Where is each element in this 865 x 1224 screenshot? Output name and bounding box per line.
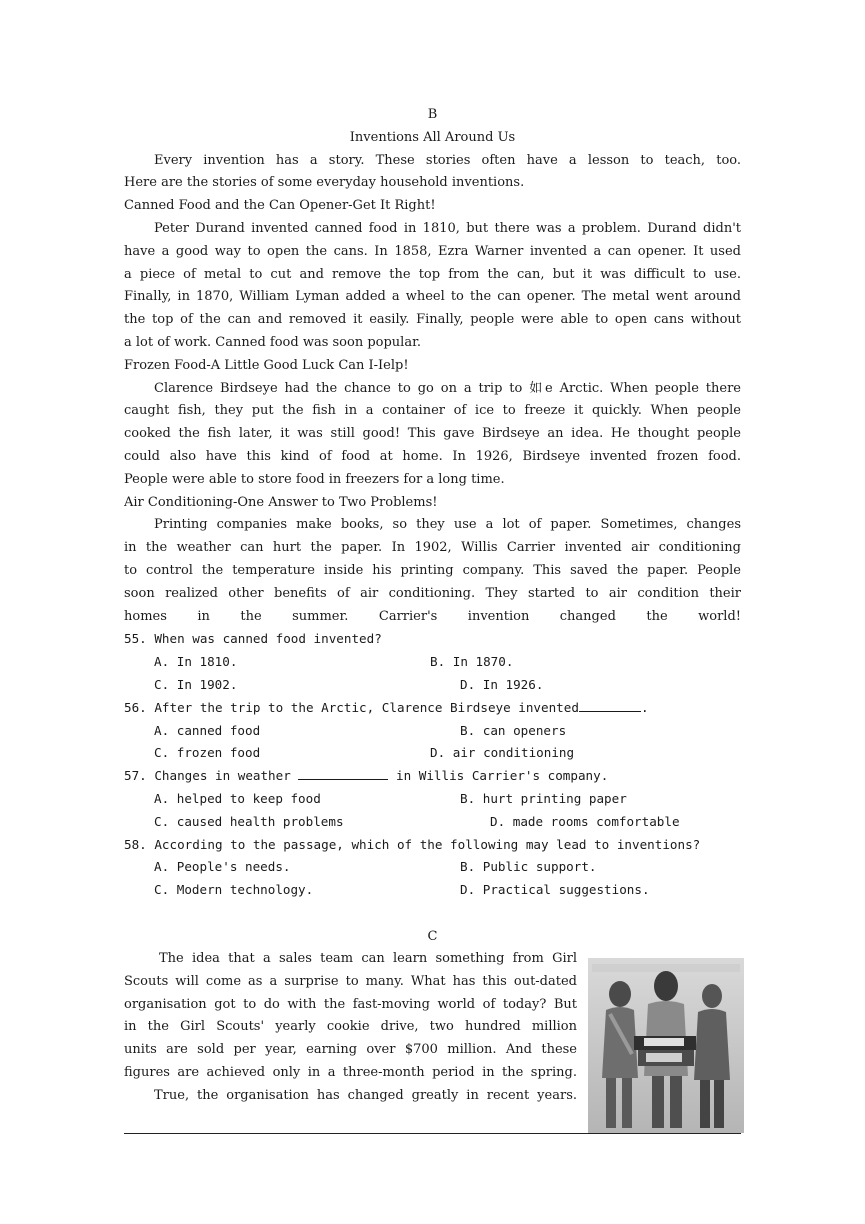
paragraph-line: have a good way to open the cans. In 1858, Ezra Warner invented a can opener. It used	[124, 243, 741, 259]
question-55-options	[124, 651, 741, 674]
option-d[interactable]: D. In 1926.	[460, 676, 544, 692]
paragraph-line: Printing companies make books, so they use a lot of paper. Sometimes, changes	[154, 517, 741, 533]
question-56-stem	[124, 697, 741, 720]
question-56-options	[124, 720, 741, 743]
question-55-options	[124, 674, 741, 697]
option-a[interactable]: A. In 1810.	[154, 654, 238, 670]
paragraph-line: True, the organisation has changed greatly in recent years.	[154, 1087, 577, 1103]
option-b[interactable]: B. can openers	[460, 722, 567, 738]
paragraph-line: Scouts will come as a surprise to many. What has this out-dated	[124, 973, 577, 989]
section-c-text	[124, 948, 577, 1108]
paragraph-line: organisation got to do with the fast-moving world of today? But	[124, 996, 577, 1012]
option-d[interactable]: D. Practical suggestions.	[460, 882, 650, 898]
option-d[interactable]: D. made rooms comfortable	[490, 813, 680, 829]
option-b[interactable]: B. Public support.	[460, 859, 597, 875]
paragraph-line: a lot of work. Canned food was soon popular.	[124, 334, 421, 350]
answer-blank[interactable]	[579, 697, 641, 712]
question-56-end: .	[640, 699, 649, 715]
option-b[interactable]: B. In 1870.	[430, 654, 514, 670]
section-c-letter: C	[427, 929, 438, 944]
paragraph-line: caught fish, they put the fish in a container of ice to freeze it quickly. When people	[124, 403, 741, 419]
option-c[interactable]: C. In 1902.	[154, 676, 238, 692]
question-57-end: in Willis Carrier's company.	[396, 768, 609, 784]
paragraph-line: People were able to store food in freezers for a long time.	[124, 471, 505, 487]
paragraph-line: the top of the can and removed it easily. Finally, people were able to open cans without	[124, 312, 741, 328]
question-57-options	[124, 788, 741, 811]
question-58-options	[124, 856, 741, 879]
paragraph-line: in the Girl Scouts' yearly cookie drive, two hundred million	[124, 1019, 577, 1035]
intro-line: Every invention has a story. These stories often have a lesson to teach, too.	[154, 152, 741, 168]
subheading-frozen-food: Frozen Food-A Little Good Luck Can I-Ielp!	[124, 357, 409, 373]
question-57-options	[124, 811, 741, 834]
subheading-air-conditioning: Air Conditioning-One Answer to Two Problems!	[124, 494, 438, 510]
option-c[interactable]: C. Modern technology.	[154, 882, 314, 898]
bottom-rule	[124, 1133, 741, 1134]
option-b[interactable]: B. hurt printing paper	[460, 790, 627, 806]
option-c[interactable]: C. frozen food	[154, 745, 261, 761]
paragraph-line: Finally, in 1870, William Lyman added a wheel to the can opener. The metal went around	[124, 289, 741, 305]
option-a[interactable]: A. helped to keep food	[154, 790, 321, 806]
section-c-heading	[124, 926, 741, 949]
paragraph-line: cooked the fish later, it was still good! This gave Birdseye an idea. He thought people	[124, 426, 741, 442]
passage-title: Inventions All Around Us	[349, 129, 516, 145]
paragraph-line: figures are achieved only in a three-month period in the spring.	[124, 1064, 577, 1080]
question-57-stem	[124, 765, 741, 788]
answer-blank[interactable]	[298, 765, 388, 780]
paragraph-line: Peter Durand invented canned food in 1810, but there was a problem. Durand didn't	[154, 220, 741, 236]
question-57-text: 57. Changes in weather	[124, 768, 291, 784]
paragraph-line: units are sold per year, earning over $700 million. And these	[124, 1042, 577, 1058]
paragraph-line: in the weather can hurt the paper. In 1902, Willis Carrier invented air conditioning	[124, 540, 741, 556]
paragraph-line: homes in the summer. Carrier's invention changed the world!	[124, 608, 741, 624]
subheading-canned-food: Canned Food and the Can Opener-Get It Right!	[124, 198, 436, 214]
girl-scouts-photo	[588, 958, 744, 1133]
question-56-text: 56. After the trip to the Arctic, Clarence Birdseye invented	[124, 699, 579, 715]
question-58-options	[124, 879, 741, 902]
option-d[interactable]: D. air conditioning	[430, 745, 575, 761]
paragraph-line: could also have this kind of food at home. In 1926, Birdseye invented frozen food.	[124, 448, 741, 464]
option-a[interactable]: A. canned food	[154, 722, 261, 738]
question-56-options	[124, 742, 741, 765]
paragraph-line: a piece of metal to cut and remove the top from the can, but it was difficult to use.	[124, 266, 741, 282]
question-55-stem: 55. When was canned food invented?	[124, 631, 382, 647]
paragraph-line: The idea that a sales team can learn something from Girl	[159, 951, 577, 966]
section-b	[124, 104, 741, 902]
paragraph-line: soon realized other benefits of air conditioning. They started to air condition their	[124, 585, 741, 601]
paragraph-line: to control the temperature inside his printing company. This saved the paper. People	[124, 562, 741, 578]
paragraph-line: Clarence Birdseye had the chance to go on a trip to 如e Arctic. When people there	[154, 380, 741, 396]
option-c[interactable]: C. caused health problems	[154, 813, 344, 829]
question-58-stem: 58. According to the passage, which of the following may lead to inventions?	[124, 836, 701, 852]
section-b-letter: B	[427, 107, 438, 122]
option-a[interactable]: A. People's needs.	[154, 859, 291, 875]
intro-line: Here are the stories of some everyday household inventions.	[124, 175, 525, 191]
